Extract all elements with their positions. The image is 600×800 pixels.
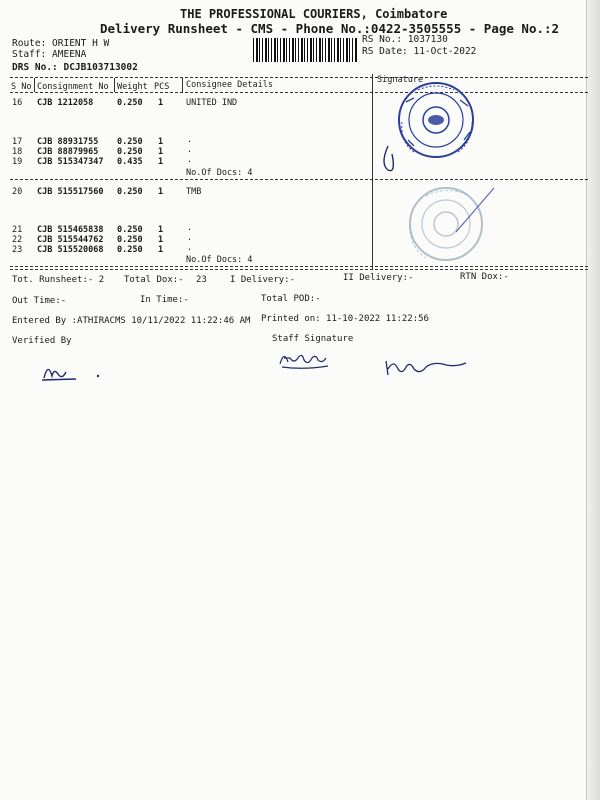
docs-count: No.Of Docs: 4 [186,168,253,178]
drs-number: DRS No.: DCJB103713002 [12,62,138,73]
row-pcs: 1 [158,98,164,108]
row-sno: 20 [12,187,23,197]
row-weight: 0.250 [117,245,143,255]
verified-by-label: Verified By [12,336,72,346]
out-time: Out Time:- [12,296,67,306]
row-pcs: 1 [158,137,164,147]
col-header-sno: S No [11,82,32,92]
col-divider [114,78,115,92]
runsheet-subtitle: Delivery Runsheet - CMS - Phone No.:0422-3505555 - Page No.:2 [100,21,560,36]
row-sno: 23 [12,245,23,255]
signature-column-divider [372,74,373,270]
ii-delivery: II Delivery:- [343,273,414,283]
row-consignment: CJB 515520068 [37,245,104,255]
col-divider [34,78,35,92]
total-pod: Total POD:- [261,294,321,304]
signature-mark [376,140,416,180]
total-dox-value: 23 [196,275,207,285]
staff-name: Staff: AMEENA [12,49,87,60]
row-consignment: CJB 515517560 [37,187,104,197]
row-sno: 16 [12,98,23,108]
row-sno: 17 [12,137,23,147]
rtn-dox: RTN Dox:- [460,272,509,282]
row-weight: 0.435 [117,157,143,167]
i-delivery: I Delivery:- [230,275,296,285]
row-pcs: 1 [158,245,164,255]
row-consignee: . [187,145,193,155]
printed-on: Printed on: 11-10-2022 11:22:56 [261,314,429,324]
col-header-pcs: PCS [154,82,170,92]
staff-signature-ameena [276,348,336,370]
docs-count: No.Of Docs: 4 [186,255,253,265]
row-sno: 21 [12,225,23,235]
col-header-consignee: Consignee Details [186,80,273,90]
in-time: In Time:- [140,295,189,305]
row-consignment: CJB 88931755 [37,137,99,147]
row-pcs: 1 [158,147,164,157]
col-header-weight: Weight [117,82,148,92]
row-pcs: 1 [158,225,164,235]
row-sno: 22 [12,235,23,245]
row-sno: 19 [12,157,23,167]
row-consignment: CJB 515347347 [37,157,104,167]
row-weight: 0.250 [117,225,143,235]
row-consignment: CJB 515544762 [37,235,104,245]
row-pcs: 1 [158,235,164,245]
row-consignee: . [187,155,193,165]
row-weight: 0.250 [117,147,143,157]
page-edge-shadow [586,0,600,800]
staff-signature-second [380,355,470,379]
rs-number: RS No.: 1037130 [362,34,448,45]
col-divider [182,78,183,92]
col-header-consignment: Consignment No [37,82,109,92]
row-consignment: CJB 88879965 [37,147,99,157]
company-name: THE PROFESSIONAL COURIERS, Coimbatore [180,7,448,21]
route: Route: ORIENT H W [12,38,110,49]
row-pcs: 1 [158,157,164,167]
total-runsheet: Tot. Runsheet:- 2 [12,275,105,285]
entered-by: Entered By :ATHIRACMS 10/11/2022 11:22:46 AM [12,316,251,326]
barcode [253,38,358,62]
rs-date: RS Date: 11-Oct-2022 [362,46,477,57]
row-weight: 0.250 [117,187,143,197]
row-weight: 0.250 [117,98,143,108]
row-consignment: CJB 515465838 [37,225,104,235]
row-consignee: . [187,223,193,233]
row-consignment: CJB 1212058 [37,98,94,108]
verifier-signature [36,358,106,384]
faded-seal-stamp [396,182,506,272]
table-header-rule [10,92,588,93]
row-consignee: . [187,135,193,145]
row-pcs: 1 [158,187,164,197]
total-dox-label: Total Dox:- [124,275,184,285]
row-sno: 18 [12,147,23,157]
row-consignee: UNITED IND [186,98,238,108]
row-consignee: . [187,233,193,243]
group-separator [10,179,588,180]
table-top-rule [10,77,588,78]
row-consignee: TMB [186,187,202,197]
row-consignee: . [187,243,193,253]
row-weight: 0.250 [117,137,143,147]
row-weight: 0.250 [117,235,143,245]
col-header-signature: Signature [377,75,424,85]
staff-signature-label: Staff Signature [272,334,354,344]
